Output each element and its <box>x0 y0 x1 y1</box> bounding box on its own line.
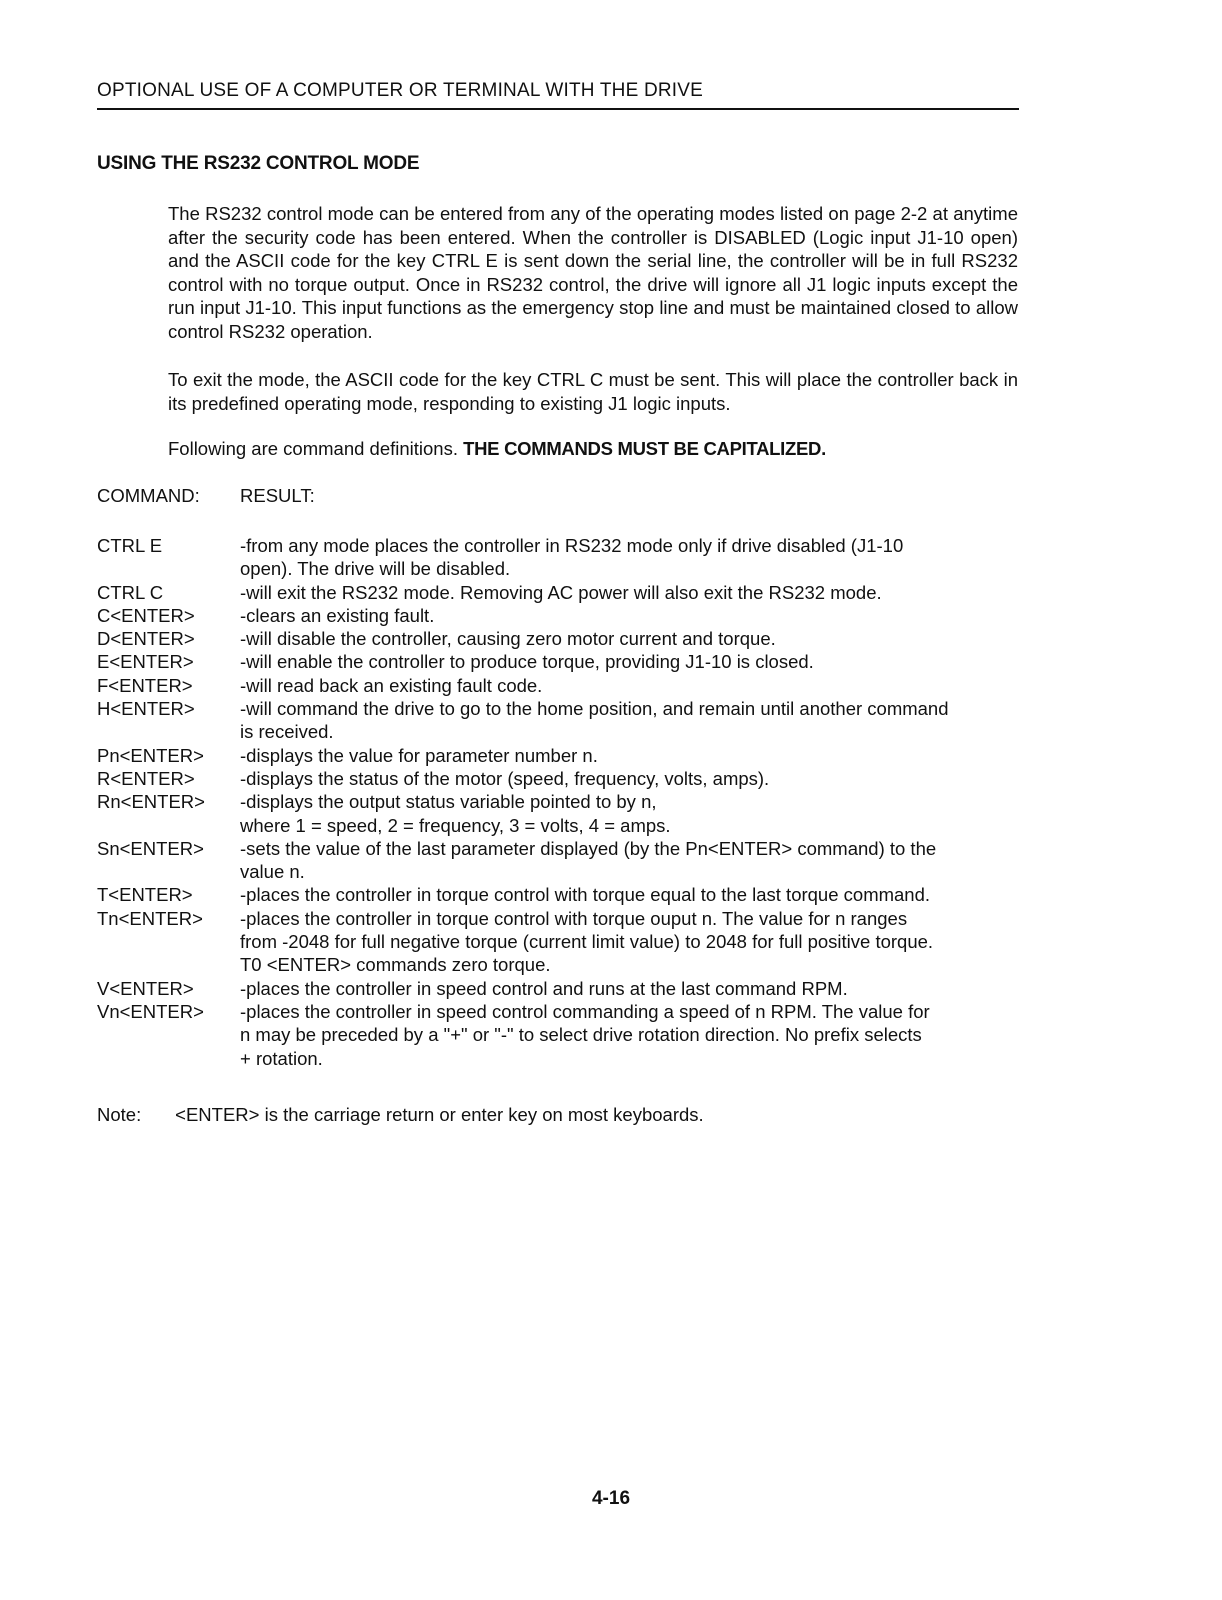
command-row <box>97 697 1019 744</box>
command-name: R<ENTER> <box>97 767 195 789</box>
command-result <box>240 744 1019 767</box>
command-name: T<ENTER> <box>97 884 193 906</box>
note-label: Note: <box>97 1104 142 1125</box>
result-line: -places the controller in speed control commanding a speed of n RPM. The value for <box>240 1000 930 1022</box>
command-row <box>97 581 1019 604</box>
result-line: -from any mode places the controller in RS232 mode only if drive disabled (J1-10 <box>240 535 904 556</box>
result-line: value n. <box>240 861 305 883</box>
command-result <box>240 534 1019 581</box>
command-row <box>97 744 1019 767</box>
result-line: -displays the value for parameter number n. <box>240 744 598 766</box>
result-column-heading: RESULT: <box>240 485 315 506</box>
command-row <box>97 837 1019 884</box>
section-title: USING THE RS232 CONTROL MODE <box>97 153 420 174</box>
command-name: Rn<ENTER> <box>97 791 205 813</box>
result-line: -clears an existing fault. <box>240 604 435 626</box>
command-name: CTRL E <box>97 535 163 556</box>
result-line: -will enable the controller to produce torque, providing J1-10 is closed. <box>240 651 814 673</box>
command-result <box>240 650 1019 673</box>
header-rule <box>97 108 1019 110</box>
result-line: -places the controller in torque control with torque ouput n. The value for n ranges <box>240 907 908 929</box>
command-result <box>240 674 1019 697</box>
command-name: Vn<ENTER> <box>97 1000 204 1022</box>
note-text: <ENTER> is the carriage return or enter key on most keyboards. <box>175 1104 704 1125</box>
command-row <box>97 674 1019 697</box>
page-header: OPTIONAL USE OF A COMPUTER OR TERMINAL WITH THE DRIVE <box>97 80 704 101</box>
result-line: -places the controller in torque control with torque equal to the last torque command. <box>240 884 931 906</box>
result-line: -will disable the controller, causing zero motor current and torque. <box>240 628 776 650</box>
command-name: C<ENTER> <box>97 604 195 626</box>
command-row <box>97 883 1019 906</box>
command-name: F<ENTER> <box>97 674 193 696</box>
command-row <box>97 627 1019 650</box>
command-result <box>240 907 1019 977</box>
result-line: -displays the output status variable pointed to by n, <box>240 791 657 813</box>
result-line: from -2048 for full negative torque (current limit value) to 2048 for full positive torque. <box>240 931 934 953</box>
command-result <box>240 581 1019 604</box>
command-row <box>97 977 1019 1000</box>
command-result <box>240 767 1019 790</box>
result-line: T0 <ENTER> commands zero torque. <box>240 954 551 976</box>
intro-paragraph: The RS232 control mode can be entered from any of the operating modes listed on page 2-2 at anytime after the security code has been entered. When the controller is DISABLED (Logic input J1-10 open) and the ASCII code for the key CTRL E is sent down the serial line, the controller will be in full RS232 control with no torque output. Once in RS232 control, the drive will ignore all J1 logic inputs except the run input J1-10. This input functions as the emergency stop line and must be maintained closed to allow control RS232 operation. <box>168 203 1018 342</box>
command-result <box>240 627 1019 650</box>
command-name: H<ENTER> <box>97 698 195 720</box>
exit-paragraph: To exit the mode, the ASCII code for the key CTRL C must be sent. This will place the controller back in its predefined operating mode, responding to existing J1 logic inputs. <box>168 369 1018 414</box>
command-result <box>240 977 1019 1000</box>
command-result <box>240 790 1019 837</box>
command-name: Pn<ENTER> <box>97 744 204 766</box>
command-row <box>97 907 1019 977</box>
command-row <box>97 604 1019 627</box>
command-name: E<ENTER> <box>97 651 194 673</box>
commands-intro-text: Following are command definitions. <box>168 438 458 459</box>
command-row <box>97 650 1019 673</box>
command-row <box>97 790 1019 837</box>
command-row <box>97 1000 1019 1070</box>
command-result <box>240 837 1019 884</box>
command-result <box>240 604 1019 627</box>
command-result <box>240 697 1019 744</box>
note <box>97 1104 704 1126</box>
result-line: where 1 = speed, 2 = frequency, 3 = volts, 4 = amps. <box>240 814 671 836</box>
result-line: is received. <box>240 721 334 743</box>
command-name: V<ENTER> <box>97 977 194 999</box>
result-line: -displays the status of the motor (speed, frequency, volts, amps). <box>240 767 770 789</box>
result-line: + rotation. <box>240 1047 323 1069</box>
result-line: -places the controller in speed control and runs at the last command RPM. <box>240 977 848 999</box>
result-line: open). The drive will be disabled. <box>240 558 511 580</box>
command-name: Tn<ENTER> <box>97 907 203 929</box>
result-line: -will exit the RS232 mode. Removing AC power will also exit the RS232 mode. <box>240 581 882 603</box>
page-number: 4-16 <box>591 1488 631 1509</box>
command-row <box>97 767 1019 790</box>
result-line: -will read back an existing fault code. <box>240 674 543 696</box>
result-line: -will command the drive to go to the home position, and remain until another command <box>240 698 949 720</box>
command-result <box>240 883 1019 906</box>
command-name: CTRL C <box>97 581 164 603</box>
command-result <box>240 1000 1019 1070</box>
capitalize-warning: THE COMMANDS MUST BE CAPITALIZED. <box>463 438 826 459</box>
command-name: D<ENTER> <box>97 628 195 650</box>
command-row <box>97 534 1019 581</box>
command-column-heading: COMMAND: <box>97 485 200 506</box>
command-table <box>97 534 1019 1070</box>
result-line: -sets the value of the last parameter displayed (by the Pn<ENTER> command) to the <box>240 837 937 859</box>
command-name: Sn<ENTER> <box>97 837 204 859</box>
commands-intro-paragraph <box>168 437 1018 461</box>
result-line: n may be preceded by a "+" or "-" to select drive rotation direction. No prefix selects <box>240 1024 922 1046</box>
